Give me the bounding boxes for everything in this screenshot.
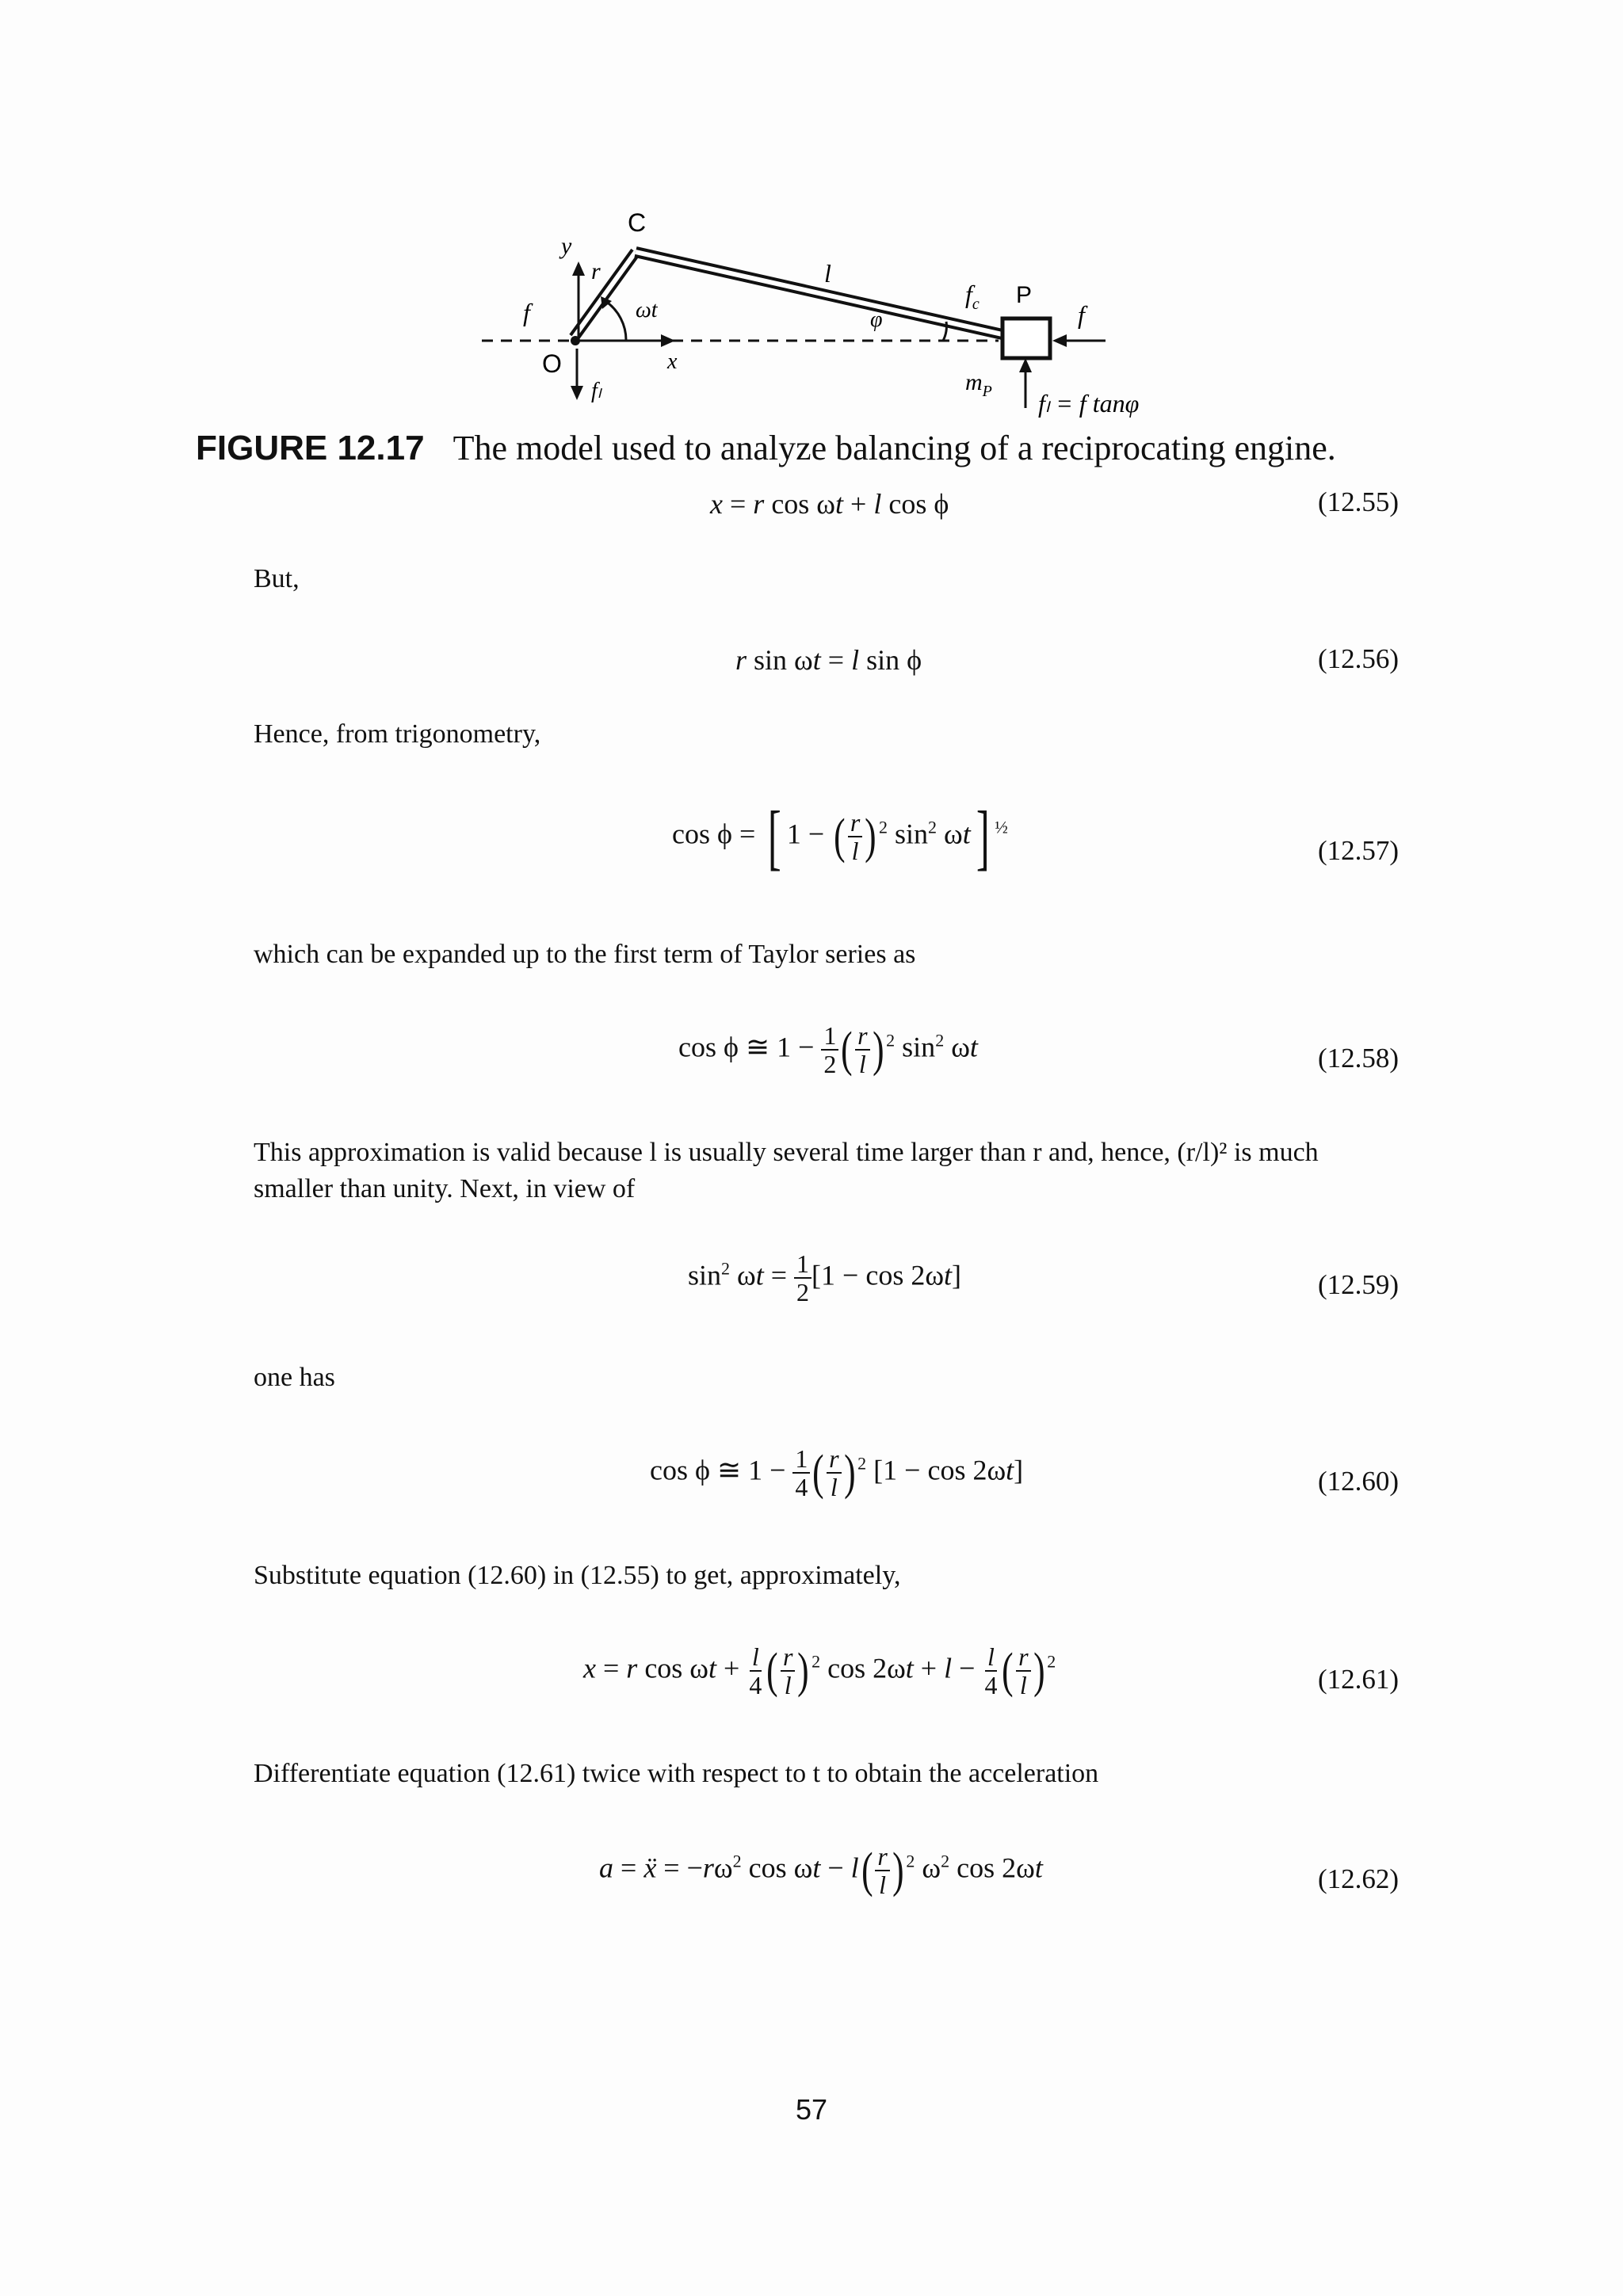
figure-12-17-diagram: [444, 190, 1205, 428]
equation-12-59: $\sin^2 \omega t$ = $\frac{1}{2}$ [1 − cos 2ωt]: [688, 1249, 962, 1306]
label-fc: $f_c$: [965, 280, 980, 313]
equation-12-62: a = ẍ = $-r\omega^2$ cos ωt − l( $\frac{r}{l}$ ) $^2$ $\omega^2$ cos 2ωt: [599, 1842, 1043, 1899]
angle-arc: [605, 301, 626, 341]
equation-12-60: cos ϕ ≅ 1 − $\frac{1}{4}$ ( $\frac{r}{l}$ ) $^2$ [1 − cos 2ωt]: [650, 1444, 1024, 1501]
label-fl-bottom: fₗ: [591, 379, 601, 403]
equation-12-55: x = r cos ωt + l cos ϕ: [710, 488, 949, 520]
equation-number-12-55: (12.55): [1317, 486, 1399, 517]
equation-number-12-61: (12.61): [1317, 1664, 1399, 1695]
label-y: y: [561, 233, 572, 259]
text-which: which can be expanded up to the first term of Taylor series as: [254, 940, 916, 969]
label-l: l: [824, 259, 831, 288]
equation-number-12-58: (12.58): [1317, 1043, 1399, 1074]
equation-number-12-56: (12.56): [1317, 643, 1399, 674]
figure-caption-text: The model used to analyze balancing of a reciprocating engine.: [453, 429, 1336, 467]
equation-12-61: x = r cos ωt + $\frac{l}{4}$ ( $\frac{r}{l}$ ) $^2$ cos 2ωt + l − $\frac{l}{4}$ ( $\frac{r}{l}$ ) $^2$: [583, 1642, 1056, 1699]
label-p: P: [1016, 282, 1033, 308]
text-hence: Hence, from trigonometry,: [254, 719, 541, 749]
pivot-o: [571, 336, 580, 345]
figure-caption: [196, 428, 1336, 468]
label-r: r: [591, 258, 601, 284]
text-substitute: Substitute equation (12.60) in (12.55) to get, approximately,: [254, 1561, 901, 1590]
page-number: 57: [795, 2093, 828, 2126]
text-approximation: This approximation is valid because l is usually several time larger than r and, hence, (r/l)² is much smaller than unity. Next, in view of: [254, 1138, 1319, 1203]
label-f-left: f: [523, 298, 530, 326]
piston-block: [1002, 318, 1050, 358]
label-o: O: [542, 349, 562, 378]
equation-number-12-57: (12.57): [1317, 835, 1399, 866]
equation-number-12-59: (12.59): [1317, 1269, 1399, 1300]
label-c: C: [628, 208, 647, 237]
figure-caption-label: FIGURE 12.17: [196, 429, 425, 467]
equation-12-57: cos ϕ = [ 1 − ( $\frac{r}{l}$ ) $^2$ $\sin^2 \omega t$] $^{\frac{1}{2}}$: [672, 796, 1008, 877]
label-omega-t: ωt: [636, 298, 658, 322]
text-differentiate: Differentiate equation (12.61) twice with respect to t to obtain the acceleration: [254, 1759, 1099, 1788]
label-fl-equation: fₗ = f tanφ: [1038, 389, 1140, 418]
equation-number-12-60: (12.60): [1317, 1466, 1399, 1497]
equation-number-12-62: (12.62): [1317, 1863, 1399, 1894]
text-one-has: one has: [254, 1363, 335, 1392]
label-phi: φ: [870, 307, 883, 332]
text-but: But,: [254, 564, 300, 593]
slider-crank-diagram: [444, 190, 1205, 428]
label-f-right: f: [1078, 300, 1085, 329]
label-x: x: [667, 349, 678, 374]
equation-12-56: r sin ωt = l sin ϕ: [735, 644, 922, 676]
equation-12-58: cos ϕ ≅ 1 − $\frac{1}{2}$ ( $\frac{r}{l}$ ) $^2$ $\sin^2 \omega t$: [678, 1021, 978, 1078]
label-mp: $m_P$: [965, 369, 992, 400]
